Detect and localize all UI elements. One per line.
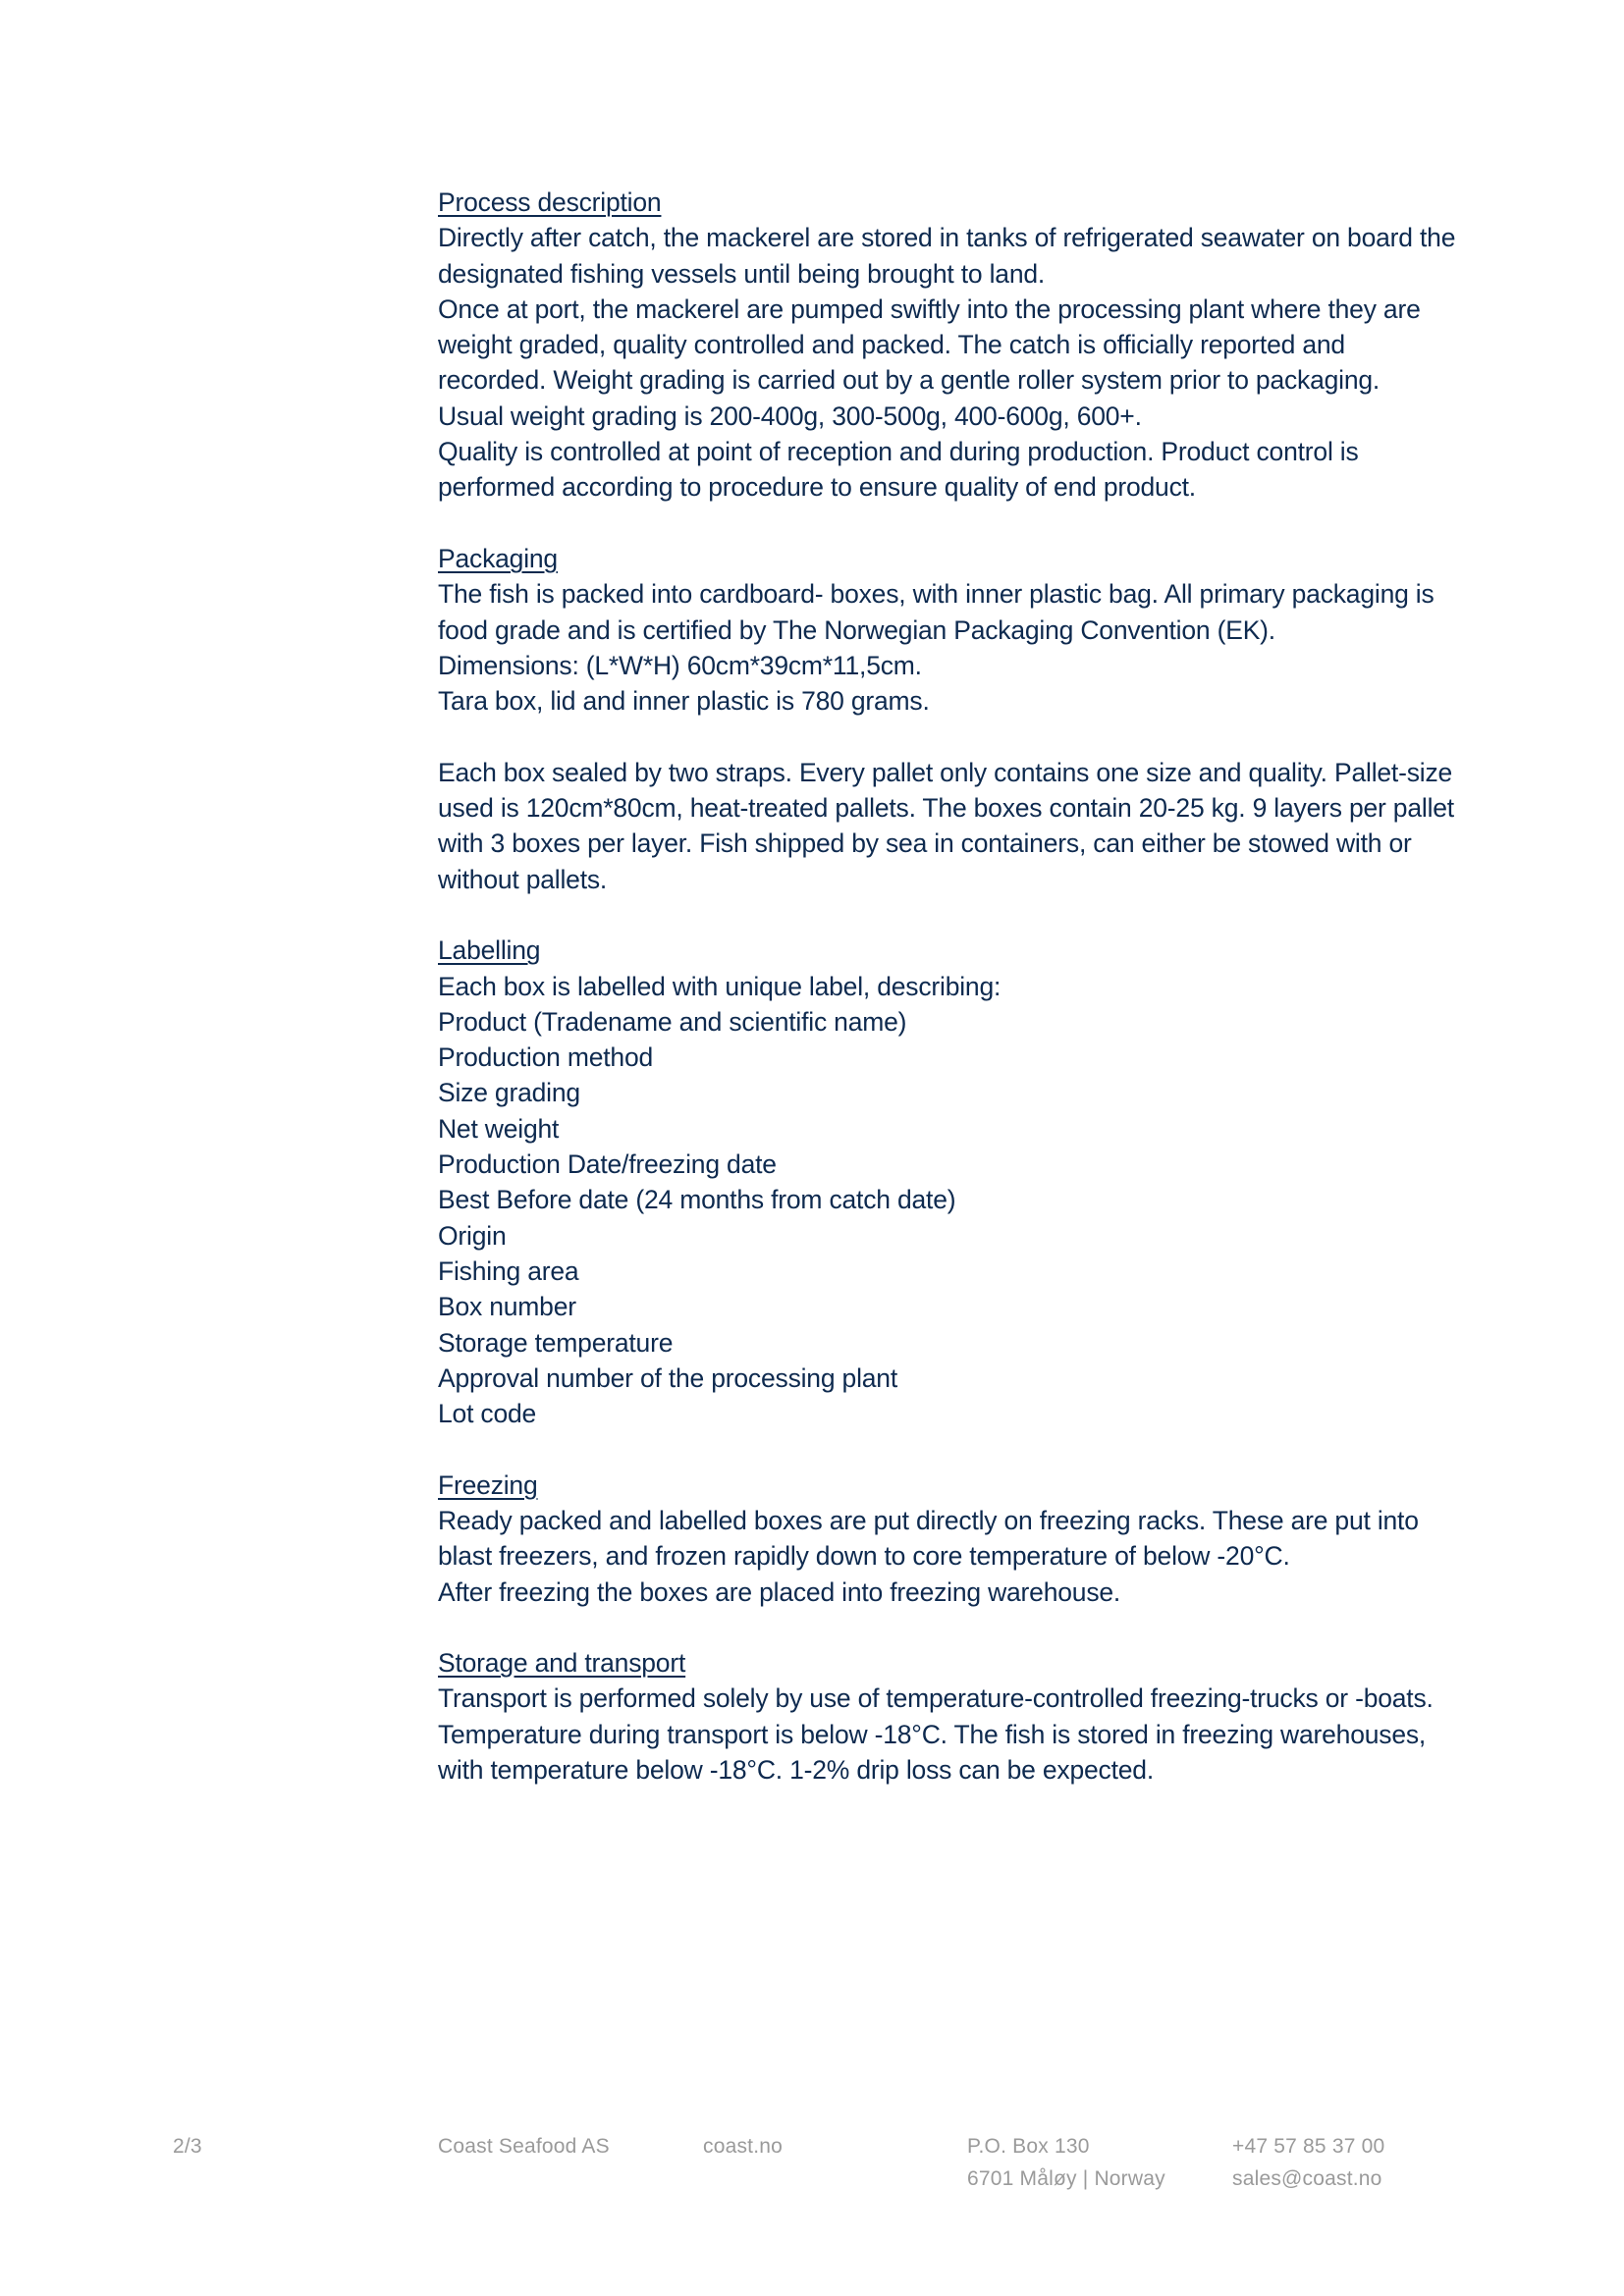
footer-postal-city: 6701 Måløy | Norway xyxy=(967,2167,1165,2190)
list-item: Size grading xyxy=(438,1078,580,1108)
footer-phone: +47 57 85 37 00 xyxy=(1232,2135,1385,2158)
section-labelling xyxy=(438,933,1459,1431)
section-heading: Freezing xyxy=(438,1469,538,1500)
section-pallets xyxy=(438,755,1459,897)
page-number: 2/3 xyxy=(173,2135,202,2158)
section-process-description xyxy=(438,185,1459,506)
list-item: Origin xyxy=(438,1220,507,1251)
section-heading: Labelling xyxy=(438,935,541,966)
section-heading: Packaging xyxy=(438,543,558,573)
paragraph: The fish is packed into cardboard- boxes, with inner plastic bag. All primary packaging is food grade and is certified by The Norwegian Packaging Convention (EK). xyxy=(438,579,1435,645)
label-contents-list xyxy=(438,1004,1459,1432)
paragraph: Dimensions: (L*W*H) 60cm*39cm*11,5cm. xyxy=(438,650,922,680)
section-freezing xyxy=(438,1468,1459,1610)
paragraph: Directly after catch, the mackerel are stored in tanks of refrigerated seawater on board the designated fishing vessels until being brought to land. xyxy=(438,223,1456,289)
list-item: Product (Tradename and scientific name) xyxy=(438,1006,907,1037)
document-body xyxy=(438,185,1459,1824)
page-footer xyxy=(0,2130,1624,2209)
footer-website: coast.no xyxy=(703,2135,783,2158)
list-item: Approval number of the processing plant xyxy=(438,1362,898,1393)
footer-po-box: P.O. Box 130 xyxy=(967,2135,1090,2158)
list-item: Lot code xyxy=(438,1399,537,1429)
section-packaging xyxy=(438,541,1459,719)
paragraph: Usual weight grading is 200-400g, 300-500g, 400-600g, 600+. xyxy=(438,400,1142,431)
paragraph: Ready packed and labelled boxes are put directly on freezing racks. These are put into blast freezers, and frozen rapidly down to core temperature of below -20°C. xyxy=(438,1505,1419,1572)
list-item: Fishing area xyxy=(438,1255,579,1286)
paragraph: Each box sealed by two straps. Every pallet only contains one size and quality. Pallet-size used is 120cm*80cm, heat-treated pallets. The boxes contain 20-25 kg. 9 layers per pallet with 3 boxes per layer. Fish shipped by sea in containers, can either be stowed with or without pallets. xyxy=(438,757,1454,894)
paragraph: Tara box, lid and inner plastic is 780 grams. xyxy=(438,686,930,717)
section-heading: Process description xyxy=(438,187,662,217)
paragraph: Transport is performed solely by use of temperature-controlled freezing-trucks or -boats. Temperature during transport is below -18°C. The fish is stored in freezing warehouses, with temperature below -18°C. 1-2% drip loss can be expected. xyxy=(438,1683,1434,1786)
list-item: Best Before date (24 months from catch date) xyxy=(438,1185,956,1215)
section-storage-and-transport xyxy=(438,1645,1459,1788)
list-item: Production method xyxy=(438,1042,654,1073)
list-item: Storage temperature xyxy=(438,1327,674,1358)
paragraph: Quality is controlled at point of reception and during production. Product control is performed according to procedure to ensure quality of end product. xyxy=(438,437,1359,503)
paragraph: Each box is labelled with unique label, describing: xyxy=(438,971,1001,1001)
paragraph: Once at port, the mackerel are pumped swiftly into the processing plant where they are weight graded, quality controlled and packed. The catch is officially reported and recorded. Weight grading is carried out by a gentle roller system prior to packaging. xyxy=(438,294,1421,396)
list-item: Box number xyxy=(438,1292,576,1322)
list-item: Production Date/freezing date xyxy=(438,1149,777,1180)
paragraph: After freezing the boxes are placed into freezing warehouse. xyxy=(438,1576,1121,1607)
section-heading: Storage and transport xyxy=(438,1648,686,1679)
footer-email: sales@coast.no xyxy=(1232,2167,1382,2190)
list-item: Net weight xyxy=(438,1113,560,1144)
footer-company: Coast Seafood AS xyxy=(438,2135,610,2158)
